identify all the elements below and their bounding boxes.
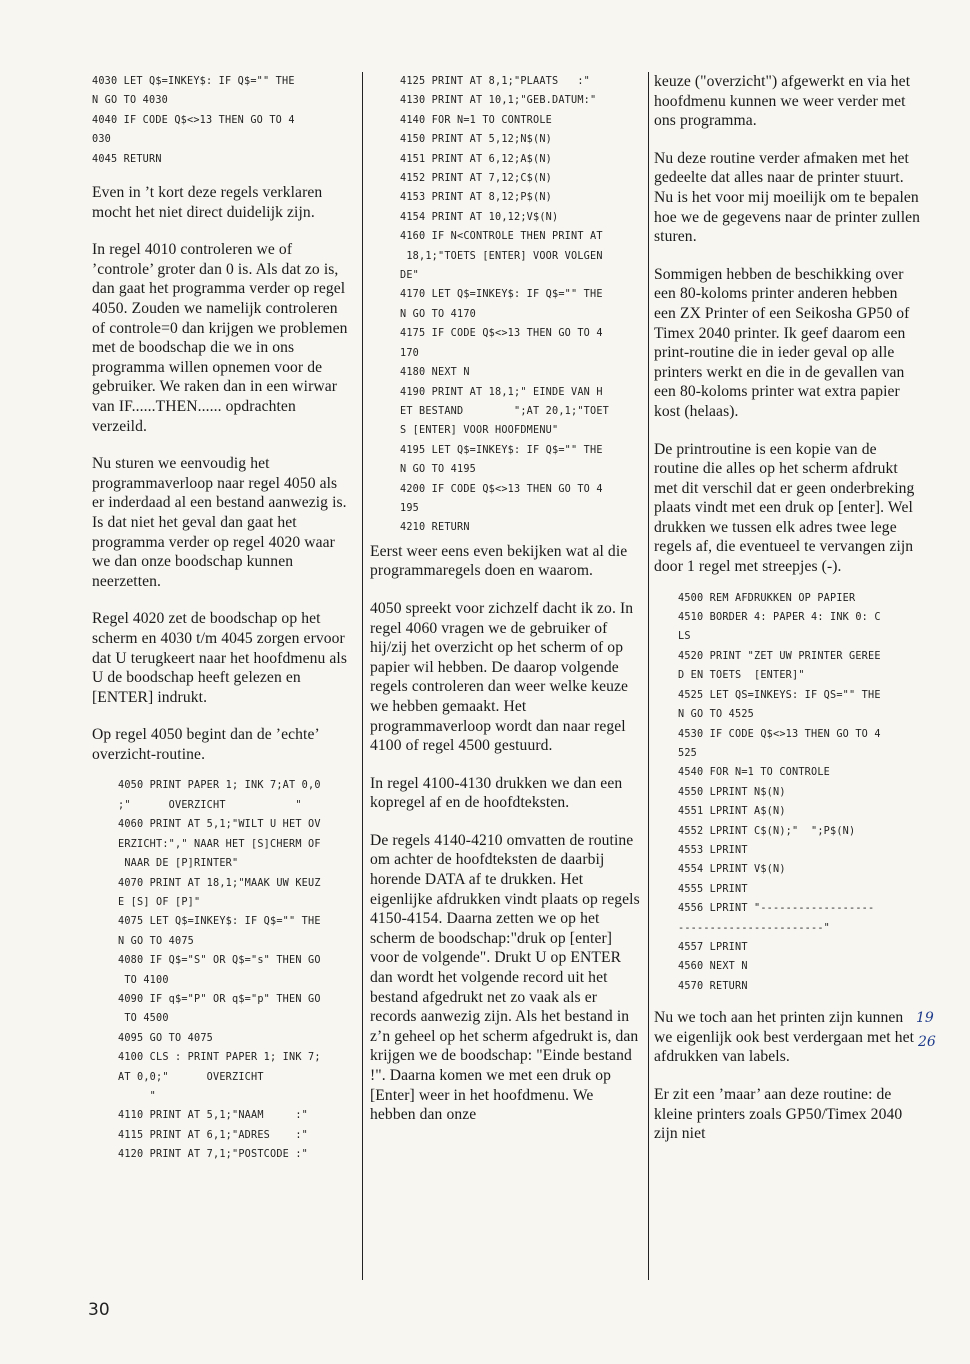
paragraph: keuze ("overzicht") afgewerkt en via het hoofdmenu kunnen we weer verder met ons programma. xyxy=(654,73,911,130)
code-line: 195 xyxy=(400,502,420,514)
code-line: 4554 LPRINT V$(N) xyxy=(678,864,786,876)
code-line: 4140 FOR N=1 TO CONTROLE xyxy=(400,114,553,126)
code-line: 4555 LPRINT xyxy=(678,883,748,895)
code-line: 4195 LET Q$=INKEY$: IF Q$="" THE xyxy=(400,444,603,456)
code-line: 170 xyxy=(400,347,420,359)
code-line: N GO TO 4030 xyxy=(92,95,169,107)
code-line: DE" xyxy=(400,270,420,282)
code-line: 4050 PRINT PAPER 1; INK 7;AT 0,0 xyxy=(118,780,321,792)
code-line: 4556 LPRINT "------------------ xyxy=(678,903,875,915)
code-line: 4552 LPRINT C$(N);" ";P$(N) xyxy=(678,825,856,837)
code-line: -----------------------" xyxy=(678,922,831,934)
code-line: 4045 RETURN xyxy=(92,153,162,165)
paragraph: In regel 4100-4130 drukken we dan een kopregel af en de hoofdteksten. xyxy=(370,774,623,812)
code-listing xyxy=(92,776,350,1164)
code-line: 4040 IF CODE Q$<>13 THEN GO TO 4 xyxy=(92,114,295,126)
code-line: 4553 LPRINT xyxy=(678,844,748,856)
paragraph: Sommigen hebben de beschikking over een 80-koloms printer anderen hebben een ZX Printer of een Seikosha GP50 of Timex 2040 printer. Ik geef daarom een print-routine die in ieder geval op alle printers werkt en die in de gevallen van een 80-koloms printer wat extra papier kost (helaas). xyxy=(654,265,910,420)
article-text xyxy=(654,1008,922,1144)
code-listing xyxy=(654,589,922,997)
article-text xyxy=(92,183,350,764)
code-line: 4152 PRINT AT 7,12;C$(N) xyxy=(400,173,553,185)
code-line: S [ENTER] VOOR HOOFDMENU" xyxy=(400,425,559,437)
code-line: 4060 PRINT AT 5,1;"WILT U HET OV xyxy=(118,819,321,831)
column-divider xyxy=(362,72,363,1280)
code-line: 4540 FOR N=1 TO CONTROLE xyxy=(678,767,831,779)
code-line: 4130 PRINT AT 10,1;"GEB.DATUM:" xyxy=(400,95,597,107)
code-line: 4190 PRINT AT 18,1;" EINDE VAN H xyxy=(400,386,603,398)
code-line: 4175 IF CODE Q$<>13 THEN GO TO 4 xyxy=(400,328,603,340)
column-left xyxy=(92,72,350,1165)
code-line: 4520 PRINT "ZET UW PRINTER GEREE xyxy=(678,650,881,662)
paragraph: Er zit een ’maar’ aan deze routine: de kleine printers zoals GP50/Timex 2040 zijn niet xyxy=(654,1085,903,1143)
code-line: 4560 NEXT N xyxy=(678,961,748,973)
code-line: N GO TO 4170 xyxy=(400,308,477,320)
article-text xyxy=(654,72,922,577)
code-line: 4500 REM AFDRUKKEN OP PAPIER xyxy=(678,592,856,604)
code-line: 4110 PRINT AT 5,1;"NAAM :" xyxy=(118,1110,309,1122)
column-middle xyxy=(370,72,642,1125)
code-line: 4551 LPRINT A$(N) xyxy=(678,806,786,818)
code-line: N GO TO 4525 xyxy=(678,709,755,721)
code-line: 4030 LET Q$=INKEY$: IF Q$="" THE xyxy=(92,76,295,87)
handwritten-note: 19 xyxy=(916,1010,934,1026)
handwritten-note: 26 xyxy=(918,1034,936,1050)
code-line: 4151 PRINT AT 6,12;A$(N) xyxy=(400,153,553,165)
code-line: 4550 LPRINT N$(N) xyxy=(678,786,786,798)
code-line: 4510 BORDER 4: PAPER 4: INK 0: C xyxy=(678,612,881,624)
page-number: 30 xyxy=(88,1300,110,1320)
code-line: N GO TO 4075 xyxy=(118,935,195,947)
code-line: D EN TOETS [ENTER]" xyxy=(678,670,805,682)
paragraph: Eerst weer eens even bekijken wat al die programmaregels doen en waarom. xyxy=(370,542,628,580)
code-line: ERZICHT:"," NAAR HET [S]CHERM OF xyxy=(118,838,321,850)
article-text xyxy=(370,542,642,1125)
code-line: 4170 LET Q$=INKEY$: IF Q$="" THE xyxy=(400,289,603,301)
code-line: E [S] OF [P]" xyxy=(118,896,201,908)
code-line: 4210 RETURN xyxy=(400,522,470,534)
code-line: 4154 PRINT AT 10,12;V$(N) xyxy=(400,211,559,223)
code-line: ET BESTAND ";AT 20,1;"TOET xyxy=(400,405,610,417)
paragraph: Regel 4020 zet de boodschap op het scherm en 4030 t/m 4045 zorgen ervoor dat U terugkeert naar het hoofdmenu als U de boodschap heeft gelezen en [ENTER] indrukt. xyxy=(92,610,348,706)
code-line: 4570 RETURN xyxy=(678,980,748,992)
code-line: TO 4500 xyxy=(118,1013,169,1025)
code-line: AT 0,0;" OVERZICHT xyxy=(118,1071,264,1083)
paragraph: Nu we toch aan het printen zijn kunnen we eigenlijk ook best verdergaan met het afdrukken van labels. xyxy=(654,1009,915,1066)
code-line: 18,1;"TOETS [ENTER] VOOR VOLGEN xyxy=(400,250,603,262)
paragraph: Nu deze routine verder afmaken met het gedeelte dat alles naar de printer stuurt. Nu is het voor mij moeilijk om te bepalen hoe we de gegevens naar de printer zullen sturen. xyxy=(654,149,921,246)
code-line: 4090 IF q$="P" OR q$="p" THEN GO xyxy=(118,993,321,1005)
code-line: 4080 IF Q$="S" OR Q$="s" THEN GO xyxy=(118,955,321,967)
paragraph: 4050 spreekt voor zichzelf dacht ik zo. In regel 4060 vragen we de gebruiker of hij/zij het overzicht op het scherm of op papier wil hebben. De daarop volgende regels controleren dan weer welke keuze we hebben gemaakt. Het programmaverloop wordt dan naar regel 4100 of regel 4500 gestuurd. xyxy=(370,599,634,755)
code-line: 4115 PRINT AT 6,1;"ADRES :" xyxy=(118,1129,309,1141)
code-line: 4150 PRINT AT 5,12;N$(N) xyxy=(400,134,553,146)
code-line: 4153 PRINT AT 8,12;P$(N) xyxy=(400,192,553,204)
code-line: 525 xyxy=(678,747,698,759)
column-right xyxy=(654,72,922,1144)
code-line: LS xyxy=(678,631,691,643)
code-line: 4530 IF CODE Q$<>13 THEN GO TO 4 xyxy=(678,728,881,740)
paragraph: Even in ’t kort deze regels verklaren mocht het niet direct duidelijk zijn. xyxy=(92,184,323,221)
code-line: N GO TO 4195 xyxy=(400,464,477,476)
code-line: NAAR DE [P]RINTER" xyxy=(118,858,239,870)
column-divider xyxy=(648,72,649,1280)
code-line: 4075 LET Q$=INKEY$: IF Q$="" THE xyxy=(118,916,321,928)
paragraph: In regel 4010 controleren we of ’controle’ groter dan 0 is. Als dat zo is, dan gaat het programma verder op regel 4050. Zouden we namelijk controleren of controle=0 dan krijgen we problemen met de boodschap die we in ons programma willen opnemen voor de gebruiker. We raken dan in een wirwar van IF......THEN...... opdrachten verzeild. xyxy=(92,241,348,435)
code-line: 4180 NEXT N xyxy=(400,367,470,379)
code-line: 030 xyxy=(92,134,112,146)
code-line: 4120 PRINT AT 7,1;"POSTCODE :" xyxy=(118,1149,309,1161)
code-listing xyxy=(370,72,642,538)
code-line: 4125 PRINT AT 8,1;"PLAATS :" xyxy=(400,76,591,87)
code-line: 4070 PRINT AT 18,1;"MAAK UW KEUZ xyxy=(118,877,321,889)
code-line: 4100 CLS : PRINT PAPER 1; INK 7; xyxy=(118,1052,321,1064)
code-line: 4525 LET QS=INKEYS: IF QS="" THE xyxy=(678,689,881,701)
code-line: 4557 LPRINT xyxy=(678,941,748,953)
code-line: " xyxy=(118,1090,157,1102)
code-line: 4160 IF N<CONTROLE THEN PRINT AT xyxy=(400,231,603,243)
paragraph: De printroutine is een kopie van de routine die alles op het scherm afdrukt met dit verschil dat er geen onderbreking plaats vindt met een druk op [enter]. Wel drukken we tussen elk adres twee lege regels af, die eventueel te vervangen zijn door 1 regel met streepjes (-). xyxy=(654,440,915,576)
code-line: ;" OVERZICHT " xyxy=(118,799,302,811)
code-line: TO 4100 xyxy=(118,974,169,986)
paragraph: De regels 4140-4210 omvatten de routine om achter de hoofdteksten de daarbij horende DATA af te drukken. Het eigenlijke afdrukken vindt plaats op regels 4150-4154. Daarna zetten we op het scherm de boodschap:"druk op [enter] voor de volgende". Drukt U op ENTER dan wordt het volgende record uit het bestand afgedrukt net zo vaak als er records aanwezig zijn. Als het bestand in z’n geheel op het scherm afgedrukt is, dan krijgen we de boodschap: "Einde bestand !". Daarna komen we met een druk op [Enter] weer in het hoofdmenu. We hebben dan onze xyxy=(370,831,640,1124)
code-listing xyxy=(92,72,350,169)
code-line: 4095 GO TO 4075 xyxy=(118,1032,214,1044)
paragraph: Op regel 4050 begint dan de ’echte’ overzicht-routine. xyxy=(92,726,319,763)
paragraph: Nu sturen we eenvoudig het programmaverloop naar regel 4050 als er inderdaad al een bestand aanwezig is. Is dat niet het geval dan gaat het programma verder op regel 4020 waar we dan onze boodschap kunnen neerzetten. xyxy=(92,455,347,590)
code-line: 4200 IF CODE Q$<>13 THEN GO TO 4 xyxy=(400,483,603,495)
